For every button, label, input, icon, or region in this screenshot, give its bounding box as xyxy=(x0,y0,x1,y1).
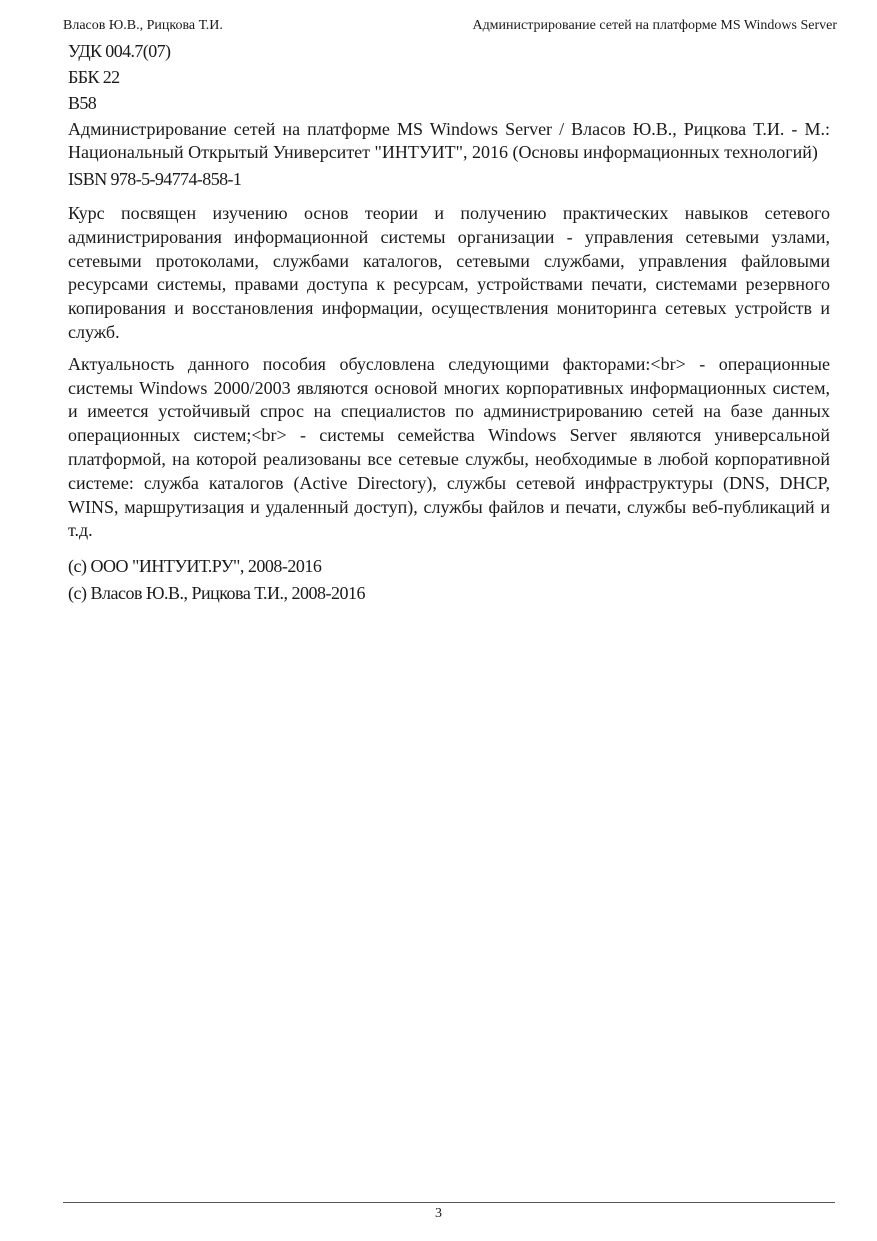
bibliographic-record: Администрирование сетей на платформе MS Windows Server / Власов Ю.В., Рицкова Т.И. - М.: Национальный Открытый Университет "ИНТУИТ", 2016 (Основы информационных технологий) xyxy=(68,119,830,162)
annotation-paragraph: Курс посвящен изучению основ теории и получению практических навыков сетевого администрирования информационной системы организации - управления сетевыми узлами, сетевыми протоколами, службами каталогов, сетевыми службами, управления файловыми ресурсами системы, правами доступа к ресурсам, устройствами печати, системами резервного копирования и восстановления информации, осуществления мониторинга сетевых устройств и служб. xyxy=(68,203,830,342)
copyright-line: (c) Власов Ю.В., Рицкова Т.И., 2008-2016 xyxy=(68,583,365,604)
footer-divider xyxy=(63,1202,835,1203)
copyright-line: (c) ООО "ИНТУИТ.РУ", 2008-2016 xyxy=(68,556,322,577)
header-authors: Власов Ю.В., Рицкова Т.И. xyxy=(63,18,223,33)
udk-code: УДК 004.7(07) xyxy=(68,41,171,61)
running-header xyxy=(63,16,837,36)
isbn: ISBN 978-5-94774-858-1 xyxy=(68,169,242,189)
page-content xyxy=(68,38,830,607)
annotation-paragraph: Актуальность данного пособия обусловлена следующими факторами:<br> - операционные системы Windows 2000/2003 являются основой многих корпоративных информационных систем, и имеется устойчивый спрос на специалистов по администрированию сетей на базе данных операционных систем;<br> - системы семейства Windows Server являются универсальной платформой, на которой реализованы все сетевые службы, необходимые в любой корпоративной системе: служба каталогов (Active Directory), службы сетевой инфраструктуры (DNS, DHCP, WINS, маршрутизация и удаленный доступ), службы файлов и печати, службы веб-публикаций и т.д. xyxy=(68,353,830,541)
page-number: 3 xyxy=(435,1206,442,1221)
bbk-code: ББК 22 xyxy=(68,67,120,87)
author-index: В58 xyxy=(68,93,97,113)
header-book-title: Администрирование сетей на платформе MS Windows Server xyxy=(472,18,837,33)
copyright-block xyxy=(68,553,830,607)
